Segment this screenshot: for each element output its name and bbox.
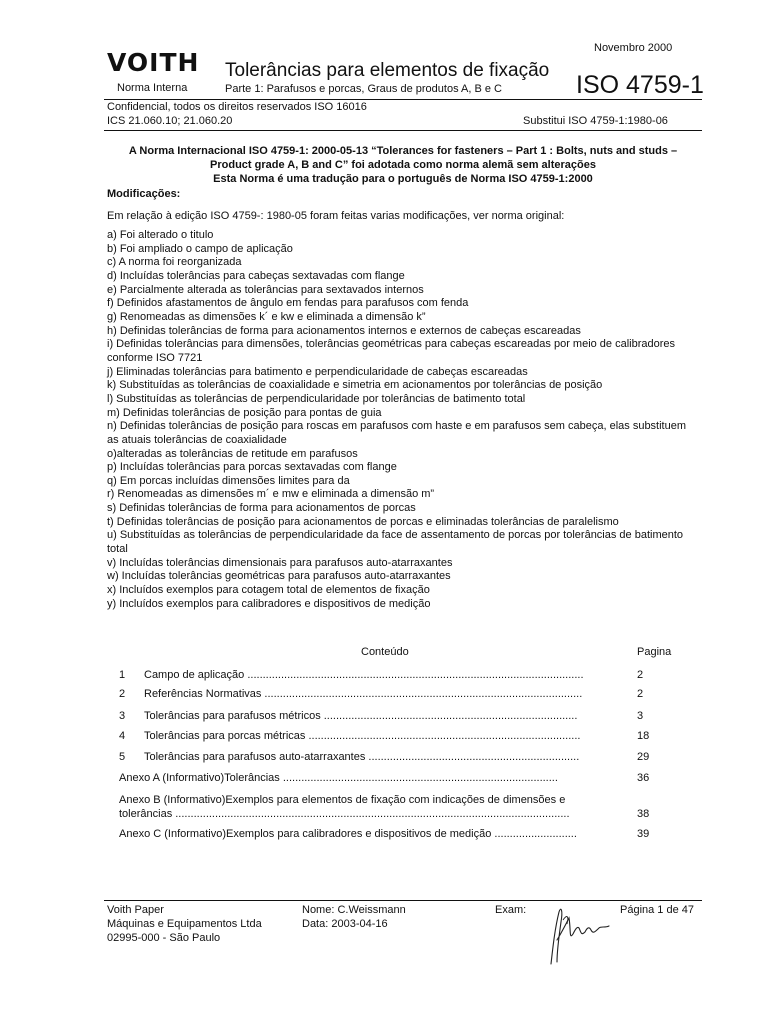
toc-entry-page: 18 [637,730,650,742]
toc-annex-b[interactable] [107,793,697,821]
confidential-line: Confidencial, todos os direitos reservados ISO 16016 [107,101,367,113]
toc-entry-page: 38 [637,808,650,820]
toc-entry-number: 1 [119,669,126,681]
toc-entry-text: Tolerâncias para parafusos auto-atarraxantes ..................................................................... [144,751,580,763]
list-item: r) Renomeadas as dimensões m´ e mw e eliminada a dimensão m” [107,488,435,501]
toc-entry-text: Campo de aplicação .............................................................................................................. [144,669,584,681]
list-item: s) Definidas tolerâncias de forma para acionamentos de porcas [107,502,416,515]
list-item: f) Definidos afastamentos de ângulo em fendas para parafusos com fenda [107,297,469,310]
toc-heading: Conteúdo [361,646,409,658]
iso-number: ISO 4759-1 [576,71,704,99]
replaces-line: Substitui ISO 4759-1:1980-06 [523,115,668,127]
footer-page-number: Página 1 de 47 [620,904,695,916]
list-item: h) Definidas tolerâncias de forma para acionamentos internos e externos de cabeças escareadas [107,324,581,337]
voith-logo: VOITH [107,48,200,77]
toc-page-heading: Pagina [637,646,672,658]
toc-entry-number: 4 [119,730,126,742]
footer-date: Data: 2003-04-16 [302,918,388,930]
document-subtitle: Parte 1: Parafusos e porcas, Graus de produtos A, B e C [225,83,502,95]
list-item: y) Incluídos exemplos para calibradores e dispositivos de medição [107,597,431,610]
toc-entry-number: 3 [119,710,126,722]
list-item: u) Substituídas as tolerâncias de perpendicularidade da face de assentamento de porcas por tolerâncias de batimento total [107,529,684,556]
toc-entry-text: Anexo C (Informativo)Exemplos para calibradores e dispositivos de medição ........................... [119,828,577,840]
list-item: q) Em porcas incluídas dimensões limites para da [107,474,350,487]
list-item: b) Foi ampliado o campo de aplicação [107,242,293,255]
header-divider [104,99,702,100]
list-item: j) Eliminadas tolerâncias para batimento e perpendicularidade de cabeças escareadas [107,365,528,378]
signature-image [543,900,613,970]
list-item: p) Incluídas tolerâncias para porcas sextavadas com flange [107,461,397,474]
modifications-title: Modificações: [107,188,181,200]
list-item: m) Definidas tolerâncias de posição para pontas de guia [107,406,382,419]
toc-entry-number: 5 [119,751,126,763]
statement-line-3: Esta Norma é uma tradução para o português de Norma ISO 4759-1:2000 [213,173,593,185]
toc-entry-text: Anexo A (Informativo)Tolerâncias .......................................................................................... [119,772,558,784]
list-item: c) A norma foi reorganizada [107,256,242,269]
list-item: d) Incluídas tolerâncias para cabeças sextavadas com flange [107,269,405,282]
footer-company-3: 02995-000 - São Paulo [107,932,221,944]
footer-name: Nome: C.Weissmann [302,904,406,916]
statement-line-1: A Norma Internacional ISO 4759-1: 2000-05-13 “Tolerances for fasteners – Part 1 : Bolts, nuts and studs – [128,145,678,157]
list-item: i) Definidas tolerâncias para dimensões, tolerâncias geométricas para cabeças escareadas por meio de calibradores conforme ISO 7721 [107,338,676,364]
norma-interna-label: Norma Interna [117,82,188,94]
document-date: Novembro 2000 [594,42,673,54]
toc-entry-text: Tolerâncias para porcas métricas ......................................................................................... [144,730,581,742]
toc-entry-page: 29 [637,751,650,763]
list-item: l) Substituídas as tolerâncias de perpendicularidade por tolerâncias de batimento total [107,392,526,405]
list-item: e) Parcialmente alterada as tolerâncias para sextavados internos [107,283,424,296]
toc-entry-page: 2 [637,688,644,700]
toc-entry-text: Referências Normativas ........................................................................................................ [144,688,583,700]
footer-exam: Exam: [495,904,527,916]
list-item: v) Incluídas tolerâncias dimensionais para parafusos auto-atarraxantes [107,556,453,569]
list-item: t) Definidas tolerâncias de posição para acionamentos de porcas e eliminadas tolerâncias de paralelismo [107,515,619,528]
toc-entry-text: Tolerâncias para parafusos métricos ................................................................................... [144,710,578,722]
ics-line: ICS 21.060.10; 21.060.20 [107,115,233,127]
modifications-list [107,229,697,611]
toc-entry-page: 36 [637,772,650,784]
list-item: k) Substituídas as tolerâncias de coaxialidade e simetria em acionamentos por tolerâncias de posição [107,379,603,392]
list-item: g) Renomeadas as dimensões k´ e kw e eliminada a dimensão k” [107,310,426,323]
footer-company-2: Máquinas e Equipamentos Ltda [107,918,262,930]
toc-entry-page: 3 [637,710,644,722]
meta-divider [104,130,702,131]
statement-line-2: Product grade A, B and C” foi adotada como norma alemã sem alterações [210,159,596,171]
list-item: n) Definidas tolerâncias de posição para roscas em parafusos com haste e em parafusos sem cabeça, elas substituem as atuais tolerâncias de coaxialidade [107,420,687,446]
modifications-intro: Em relação à edição ISO 4759-: 1980-05 foram feitas varias modificações, ver norma original: [107,210,565,222]
toc-entry-text-continued: tolerâncias ................................................................................................................................. [119,808,570,820]
list-item: a) Foi alterado o titulo [107,229,214,241]
toc-entry-page: 2 [637,669,644,681]
toc-entry-number: 2 [119,688,126,700]
toc-entry-page: 39 [637,828,650,840]
list-item: o)alteradas as tolerâncias de retitude em parafusos [107,447,358,460]
list-item: w) Incluídas tolerâncias geométricas para parafusos auto-atarraxantes [107,570,451,583]
document-title: Tolerâncias para elementos de fixação [225,60,550,81]
footer-company-1: Voith Paper [107,904,164,916]
list-item: x) Incluídos exemplos para cotagem total de elementos de fixação [107,584,430,597]
toc-entry-text: Anexo B (Informativo)Exemplos para elementos de fixação com indicações de dimensões e [119,794,566,806]
